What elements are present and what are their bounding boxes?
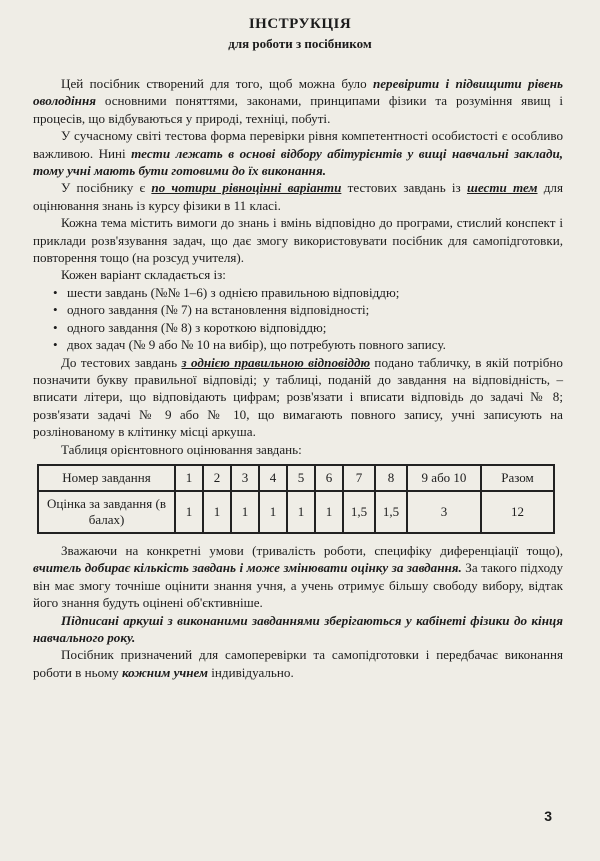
paragraph-usage xyxy=(33,646,563,681)
paragraph-teacher-choice xyxy=(33,542,563,612)
text-run: Зважаючи на конкретні умови (тривалість роботи, специфіку диференціації тощо), xyxy=(61,542,563,558)
table-cell: 1 xyxy=(231,491,259,533)
table-cell: 1 xyxy=(203,491,231,533)
paragraph-testing xyxy=(33,127,563,179)
page-number: 3 xyxy=(544,808,552,824)
text-run: У посібнику є xyxy=(61,180,152,196)
table-cell: 3 xyxy=(231,465,259,491)
list-item: • одного завдання (№ 7) на встановлення відповідності; xyxy=(55,301,563,318)
table-cell: 1,5 xyxy=(343,491,375,533)
table-cell: 1 xyxy=(259,491,287,533)
emphasis-text: тести лежать в основі відбору абітурієнтів у вищі навчальні заклади, тому учні мають бути готовими до їх виконання. xyxy=(33,145,564,179)
text-run: для оцінювання знань із курсу фізики в 11 класі. xyxy=(33,180,563,213)
page-subtitle: для роботи з посібником xyxy=(228,36,372,51)
paragraph-answer-format xyxy=(33,354,563,441)
paragraph-topics: Кожна тема містить вимоги до знань і вмінь відповідно до програми, стислий конспект і приклади розв'язування задач, що дає змогу використовувати посібник для самопідготовки, повторення тощо (на розсуд учителя). xyxy=(33,215,563,266)
table-row xyxy=(38,465,554,491)
emphasis-text: по чотири рівноцінні варіанти xyxy=(151,180,342,196)
table-cell: 6 xyxy=(315,465,343,491)
table-cell: 8 xyxy=(375,465,407,491)
text-run: основними поняттями, законами, принципами фізики та розуміння явищ і процесів, що відбуваються у природі, техніці, побуті. xyxy=(33,93,563,126)
table-cell: 3 xyxy=(407,491,481,533)
text-run: подано табличку, в якій потрібно позначити букву правильної відповіді; у таблиці, поданій до завдання на відповідність, – вписати літери, що відповідають цифрам; розв'язати і вписати відповідь до задачі № 8; розв'язати задачі № 9 або № 10, що вимагають повного запису, учні записують на розлінованому в клітинку місці аркуша. xyxy=(33,354,563,440)
text-run: До тестових завдань xyxy=(61,354,182,370)
emphasis-text: з однією правильною відповіддю xyxy=(181,354,371,370)
table-caption: Таблиця орієнтовного оцінювання завдань: xyxy=(61,441,302,457)
table-cell: 2 xyxy=(203,465,231,491)
text-run: тестових завдань із xyxy=(341,180,467,196)
page-title: ІНСТРУКЦІЯ xyxy=(248,16,352,32)
table-cell: 4 xyxy=(259,465,287,491)
list-item: • шести завдань (№№ 1–6) з однією правильною відповіддю; xyxy=(55,284,563,301)
table-cell: 1 xyxy=(175,491,203,533)
table-cell: 9 або 10 xyxy=(407,465,481,491)
paragraph-variants xyxy=(33,179,563,214)
emphasis-text: вчитель добирає кількість завдань і може змінювати оцінку за завдання. xyxy=(33,560,462,576)
emphasis-text: шести тем xyxy=(466,180,538,196)
variant-list xyxy=(33,284,563,354)
paragraph-purpose xyxy=(33,75,563,127)
text-run: індивідуально. xyxy=(208,664,294,680)
list-item: • одного завдання (№ 8) з короткою відповіддю; xyxy=(55,319,563,336)
table-row xyxy=(38,491,554,533)
table-row-label: Оцінка за завдання (в балах) xyxy=(38,491,175,533)
list-item: • двох задач (№ 9 або № 10 на вибір), що потребують повного запису. xyxy=(55,336,563,353)
instruction-body xyxy=(33,75,563,681)
text-run: Посібник призначений для самоперевірки та самопідготовки і передбачає виконання роботи в ньому xyxy=(33,647,563,680)
table-cell: 5 xyxy=(287,465,315,491)
paragraph-variant-structure: Кожен варіант складається із: xyxy=(61,267,226,283)
table-cell: 1,5 xyxy=(375,491,407,533)
emphasis-text: перевірити і підвищити рівень оволодіння xyxy=(33,76,563,109)
text-run: За такого підходу він має змогу точніше оцінити знання учня, а учень отримує більшу свободу вибору, відтак його знання будуть оцінені об'єктивніше. xyxy=(33,560,564,611)
paragraph-storage: Підписані аркуші з виконаними завданнями зберігаються у кабінеті фізики до кінця навчального року. xyxy=(33,612,563,645)
table-row-label: Номер завдання xyxy=(38,465,175,491)
emphasis-text: кожним учнем xyxy=(121,664,209,680)
table-cell: 1 xyxy=(287,491,315,533)
text-run: Цей посібник створений для того, щоб можна було xyxy=(61,76,373,91)
table-cell: Разом xyxy=(481,465,554,491)
table-cell: 1 xyxy=(175,465,203,491)
grading-table xyxy=(37,464,555,534)
text-run: У сучасному світі тестова форма перевірки рівня компетентності особистості є особливо важливою. Нині xyxy=(33,128,563,161)
table-cell: 12 xyxy=(481,491,554,533)
table-cell: 1 xyxy=(315,491,343,533)
table-cell: 7 xyxy=(343,465,375,491)
